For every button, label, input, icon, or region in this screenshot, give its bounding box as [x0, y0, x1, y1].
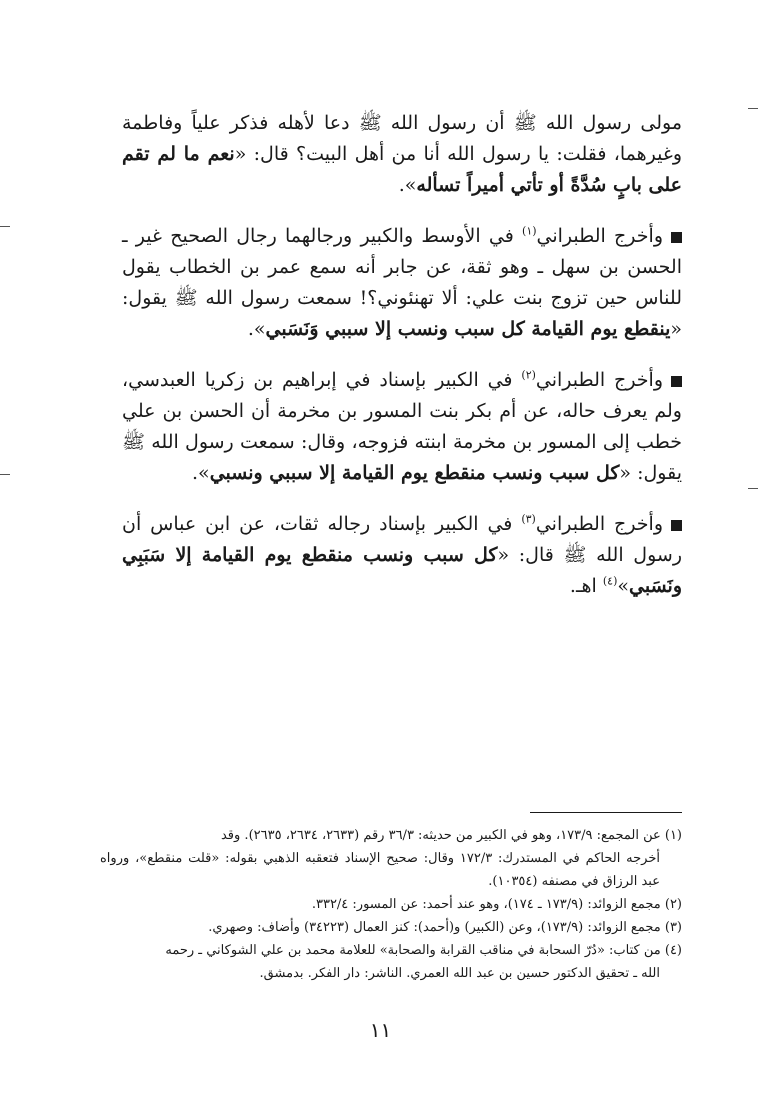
- footnote-4-line-1: (٤) من كتاب: «دُرّ السحابة في مناقب القرابة والصحابة» للعلامة محمد بن علي الشوكاني ـ رحمه: [165, 943, 682, 958]
- paragraph-3-lead: وأخرج الطبراني: [535, 369, 663, 391]
- footnote-2-text: (٢) مجمع الزوائد: (١٧٣/٩ ـ ١٧٤)، وهو عند أحمد: عن المسور: ٣٣٢/٤.: [311, 897, 682, 912]
- footnote-ref-4[interactable]: (٤): [602, 574, 618, 588]
- footnote-1-continuation: [100, 847, 682, 893]
- footnote-ref-1[interactable]: (١): [522, 224, 537, 238]
- paragraph-2: [122, 221, 682, 345]
- crop-mark: [0, 226, 10, 227]
- hadith-quote-1: نعم ما لم تقم على بابٍ سُدَّةً أو تأتي أميراً تسأله: [122, 143, 682, 196]
- paragraph-4-tail: اهـ.: [569, 575, 603, 597]
- paragraph-1-text: مولى رسول الله ﷺ أن رسول الله ﷺ دعا لأهله فذكر علياً وفاطمة وغيرهما، فقلت: يا رسول الله أنا من أهل البيت؟ قال: «: [122, 112, 682, 165]
- hadith-quote-2: ينقطع يوم القيامة كل سبب ونسب إلا سببي وَنَسَبي: [265, 318, 671, 340]
- paragraph-4-lead: وأخرج الطبراني: [535, 513, 663, 535]
- footnote-1: [100, 824, 682, 847]
- paragraph-3: [122, 365, 682, 489]
- crop-mark: [0, 474, 10, 475]
- footnote-4: [100, 939, 682, 962]
- footnotes: [100, 824, 682, 985]
- paragraph-4-text: في الكبير بإسناد رجاله ثقات، عن ابن عباس أن رسول الله ﷺ قال: «: [122, 513, 683, 566]
- footnote-1-line-2: أخرجه الحاكم في المستدرك: ١٧٢/٣ وقال: صحيح الإسناد فتعقبه الذهبي بقوله: «قلت منقطع»، ورواه عبد الرزاق في مصنفه (١٠٣٥٤).: [100, 851, 660, 889]
- quote-close: ».: [398, 174, 417, 196]
- square-bullet-icon: [671, 376, 682, 387]
- footnote-divider: [530, 812, 682, 813]
- hadith-quote-3: كل سبب ونسب منقطع يوم القيامة إلا سببي ونسبي: [209, 462, 620, 484]
- crop-mark: [748, 488, 758, 489]
- paragraph-4: [122, 509, 682, 602]
- footnote-2: [100, 893, 682, 916]
- crop-mark: [748, 108, 758, 109]
- quote-close: ».: [247, 318, 266, 340]
- footnote-4-continuation: [100, 962, 682, 985]
- hadith-quote-4: كل سبب ونسب منقطع يوم القيامة إلا سَبَبِي ونَسَبي: [122, 544, 682, 597]
- paragraph-1: [122, 108, 682, 201]
- footnote-ref-3[interactable]: (٣): [521, 512, 536, 526]
- footnote-1-line-1: (١) عن المجمع: ١٧٣/٩، وهو في الكبير من حديثه: ٣٦/٣ رقم (٢٦٣٣، ٢٦٣٤، ٢٦٣٥). وقد: [220, 828, 682, 843]
- paragraph-2-text: في الأوسط والكبير ورجالهما رجال الصحيح غير ـ الحسن بن سهل ـ وهو ثقة، عن جابر أنه سمع عمر بن الخطاب يقول للناس حين تزوج بنت علي: ألا تهنئوني؟! سمعت رسول الله ﷺ يقول: «: [122, 225, 682, 340]
- footnote-4-line-2: الله ـ تحقيق الدكتور حسين بن عبد الله العمري. الناشر: دار الفكر. بدمشق.: [259, 966, 660, 981]
- footnote-3: [100, 916, 682, 939]
- quote-close: »: [617, 575, 630, 597]
- paragraph-2-lead: وأخرج الطبراني: [536, 225, 663, 247]
- square-bullet-icon: [671, 232, 682, 243]
- footnote-3-text: (٣) مجمع الزوائد: (١٧٣/٩)، وعن (الكبير) و(أحمد): كنز العمال (٣٤٢٢٣) وأضاف: وصهري.: [208, 920, 682, 935]
- square-bullet-icon: [671, 520, 682, 531]
- body-text: [122, 108, 682, 622]
- page-number: ١١: [369, 1018, 392, 1042]
- quote-close: ».: [192, 462, 210, 484]
- paragraph-3-text: في الكبير بإسناد في إبراهيم بن زكريا العبدسي، ولم يعرف حاله، عن أم بكر بنت المسور بن مخرمة أن الحسن بن علي خطب إلى المسور بن مخرمة ابنته فزوجه، وقال: سمعت رسول الله ﷺ يقول: «: [122, 369, 682, 484]
- footnote-ref-2[interactable]: (٢): [521, 368, 536, 382]
